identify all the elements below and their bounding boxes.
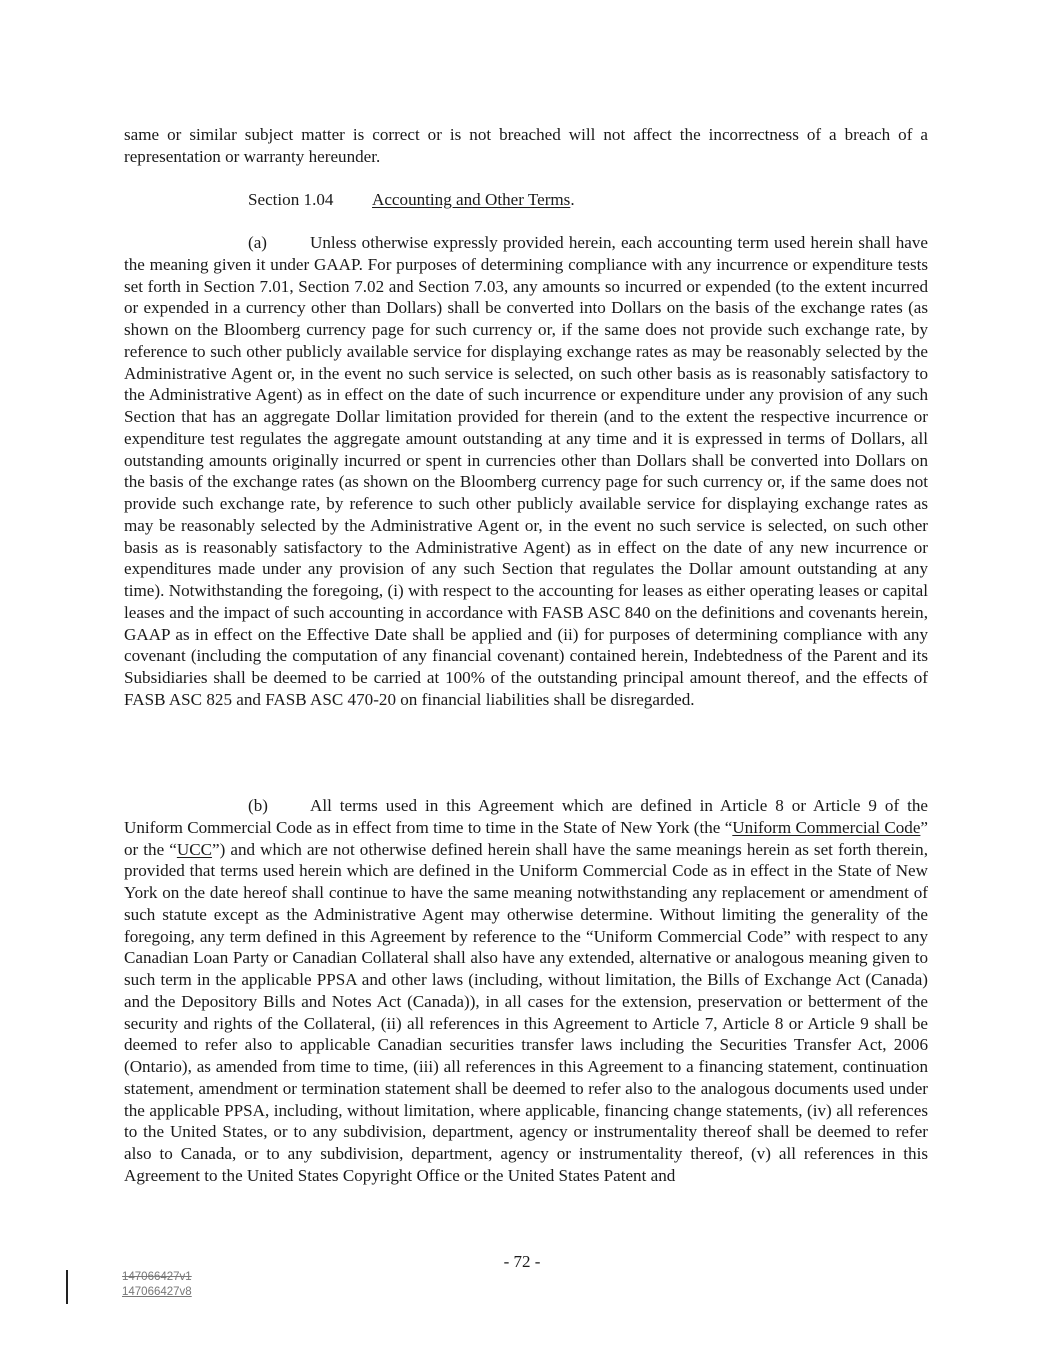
- paragraph-a: [124, 232, 928, 711]
- doc-id-deleted: 147066427v1: [122, 1271, 192, 1283]
- defined-term-ucc-full: Uniform Commercial Code: [732, 817, 921, 837]
- paragraph-a-label: (a): [248, 233, 267, 252]
- doc-id-inserted: 147066427v8: [122, 1286, 192, 1298]
- continuation-paragraph: same or similar subject matter is correct or is not breached will not affect the incorrectness of a breach of a representation or warranty hereunder.: [124, 125, 928, 166]
- defined-term-ucc: UCC: [176, 839, 213, 859]
- section-heading: [248, 189, 575, 211]
- revision-change-bar: [66, 1270, 68, 1304]
- section-title-suffix: .: [570, 190, 575, 209]
- paragraph-b-label: (b): [248, 796, 268, 815]
- page-number: - 72 -: [503, 1252, 541, 1271]
- section-title: Accounting and Other Terms: [372, 190, 571, 209]
- paragraph-b-text-3: ”) and which are not otherwise defined herein shall have the same meanings herein as set forth therein, provided that terms used herein which are defined in the Uniform Commercial Code as in effect in the State of New York on the date hereof shall continue to have the same meaning notwithstanding any replacement or amendment of such statute except as the Administrative Agent may otherwise determine. Without limiting the generality of the foregoing, any term defined in this Agreement by reference to the “Uniform Commercial Code” with respect to any Canadian Loan Party or Canadian Collateral shall also have any extended, alternative or analogous meaning given to such term in the applicable PPSA and other laws (including, without limitation, the Bills of Exchange Act (Canada) and the Depository Bills and Notes Act (Canada)), in all cases for the extension, preservation or betterment of the security and rights of the Collateral, (ii) all references in this Agreement to Article 7, Article 8 or Article 9 shall be deemed to refer also to applicable Canadian securities transfer laws including the Securities Transfer Act, 2006 (Ontario), as amended from time to time, (iii) all references in this Agreement to a financing statement, continuation statement, amendment or termination statement shall be deemed to refer also to the analogous documents used under the applicable PPSA, including, without limitation, where applicable, financing change statements, (iv) all references to the United States, or to any subdivision, department, agency or instrumentality thereof shall be deemed to refer also to Canada, or to any subdivision, department, agency or instrumentality thereof, (v) all references in this Agreement to the United States Copyright Office or the United States Patent and: [124, 839, 929, 1185]
- document-ids: [122, 1270, 192, 1300]
- paragraph-b-text-1: All terms used in this Agreement which are defined in Article 8 or Article 9 of the Uniform Commercial Code as in effect from time to time in the State of New York (the “: [124, 796, 928, 837]
- paragraph-b: [124, 795, 928, 1187]
- section-number: Section 1.04: [248, 190, 334, 209]
- paragraph-b-text-2: ” or the “: [124, 817, 928, 859]
- paragraph-a-text: Unless otherwise expressly provided herein, each accounting term used herein shall have the meaning given it under GAAP. For purposes of determining compliance with any incurrence or expenditure tests set forth in Section 7.01, Section 7.02 and Section 7.03, any amounts so incurred or expended (to the extent incurred or expended in a currency other than Dollars) shall be converted into Dollars on the basis of the exchange rates (as shown on the Bloomberg currency page for such currency or, if the same does not provide such exchange rate, by reference to such other publicly available service for displaying exchange rates as may be reasonably selected by the Administrative Agent or, in the event no such service is selected, on such other basis as is reasonably satisfactory to the Administrative Agent) as in effect on the date of such incurrence or expenditure under any provision of any such Section that has an aggregate Dollar limitation provided for therein (and to the extent the respective incurrence or expenditure test regulates the aggregate amount outstanding at any time and it is expressed in terms of Dollars, all outstanding amounts originally incurred or spent in currencies other than Dollars shall be converted into Dollars on the basis of the exchange rates (as shown on the Bloomberg currency page for such currency or, if the same does not provide such exchange rate, by reference to such other publicly available service for displaying exchange rates as may be reasonably selected by the Administrative Agent or, in the event no such service is selected, on such other basis as is reasonably satisfactory to the Administrative Agent) as in effect on the date of any new incurrence or expenditures made under any provision of any such Section that regulates the Dollar amount outstanding at any time). Notwithstanding the foregoing, (i) with respect to the accounting for leases as either operating leases or capital leases and the impact of such accounting in accordance with FASB ASC 840 on the definitions and covenants herein, GAAP as in effect on the Effective Date shall be applied and (ii) for purposes of determining compliance with any covenant (including the computation of any financial covenant) contained herein, Indebtedness of the Parent and its Subsidiaries shall be deemed to be carried at 100% of the outstanding principal amount thereof, and the effects of FASB ASC 825 and FASB ASC 470-20 on financial liabilities shall be disregarded.: [124, 233, 928, 709]
